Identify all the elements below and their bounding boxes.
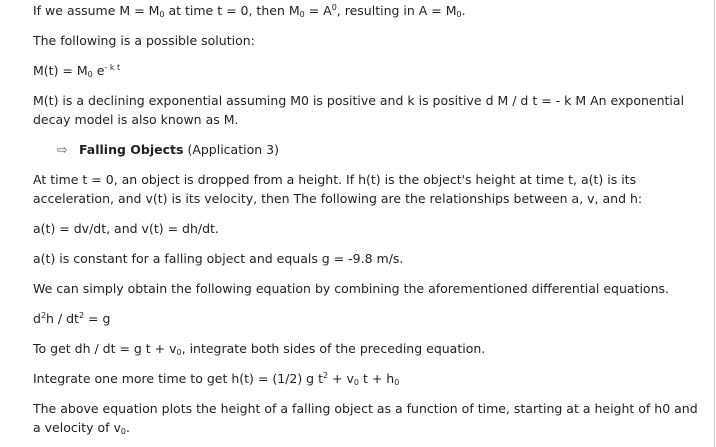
paragraph-gravity: a(t) is constant for a falling object and equals g = -9.8 m/s. xyxy=(33,251,404,266)
paragraph-integrate-twice: Integrate one more time to get h(t) = (1/2) g $t^2 + v_0$ $t + h_0$ xyxy=(33,371,400,387)
section-heading-falling-objects: ⇨ Falling Objects (Application 3) xyxy=(57,142,279,157)
equation-exponential: $M(t) = M_0$ $e^{- k t}$ xyxy=(33,63,121,79)
paragraph-conclusion: The above equation plots the height of a falling object as a function of time, starting at a height of h0 and a velocity of $v_0$. xyxy=(33,401,698,436)
paragraph-falling-setup: At time t = 0, an object is dropped from a height. If h(t) is the object's height at time t, a(t) is its acceleration, and v(t) is its velocity, then The following are the relationships between a, v, and h: xyxy=(33,172,643,206)
right-border xyxy=(714,0,715,447)
arrow-icon: ⇨ xyxy=(57,142,68,157)
paragraph-decay-model: M(t) is a declining exponential assuming M0 is positive and k is positive d M / d t = - k M An exponential decay model is also known as M. xyxy=(33,93,685,127)
equation-derivatives: a(t) = dv/dt, and v(t) = dh/dt. xyxy=(33,221,219,236)
equation-second-derivative: $d^2h / dt^2 = g$ xyxy=(33,311,111,326)
paragraph-integrate-once: To get dh / dt = g $t + v_0$, integrate both sides of the preceding equation. xyxy=(33,341,486,357)
paragraph-initial-condition: If we assume $M = M_0$ at time t = 0, then $M_0 = A^0$, resulting in $A = M_0$. xyxy=(33,3,466,19)
paragraph-combine: We can simply obtain the following equation by combining the aforementioned differential equations. xyxy=(33,281,669,296)
paragraph-solution-intro: The following is a possible solution: xyxy=(33,33,255,48)
